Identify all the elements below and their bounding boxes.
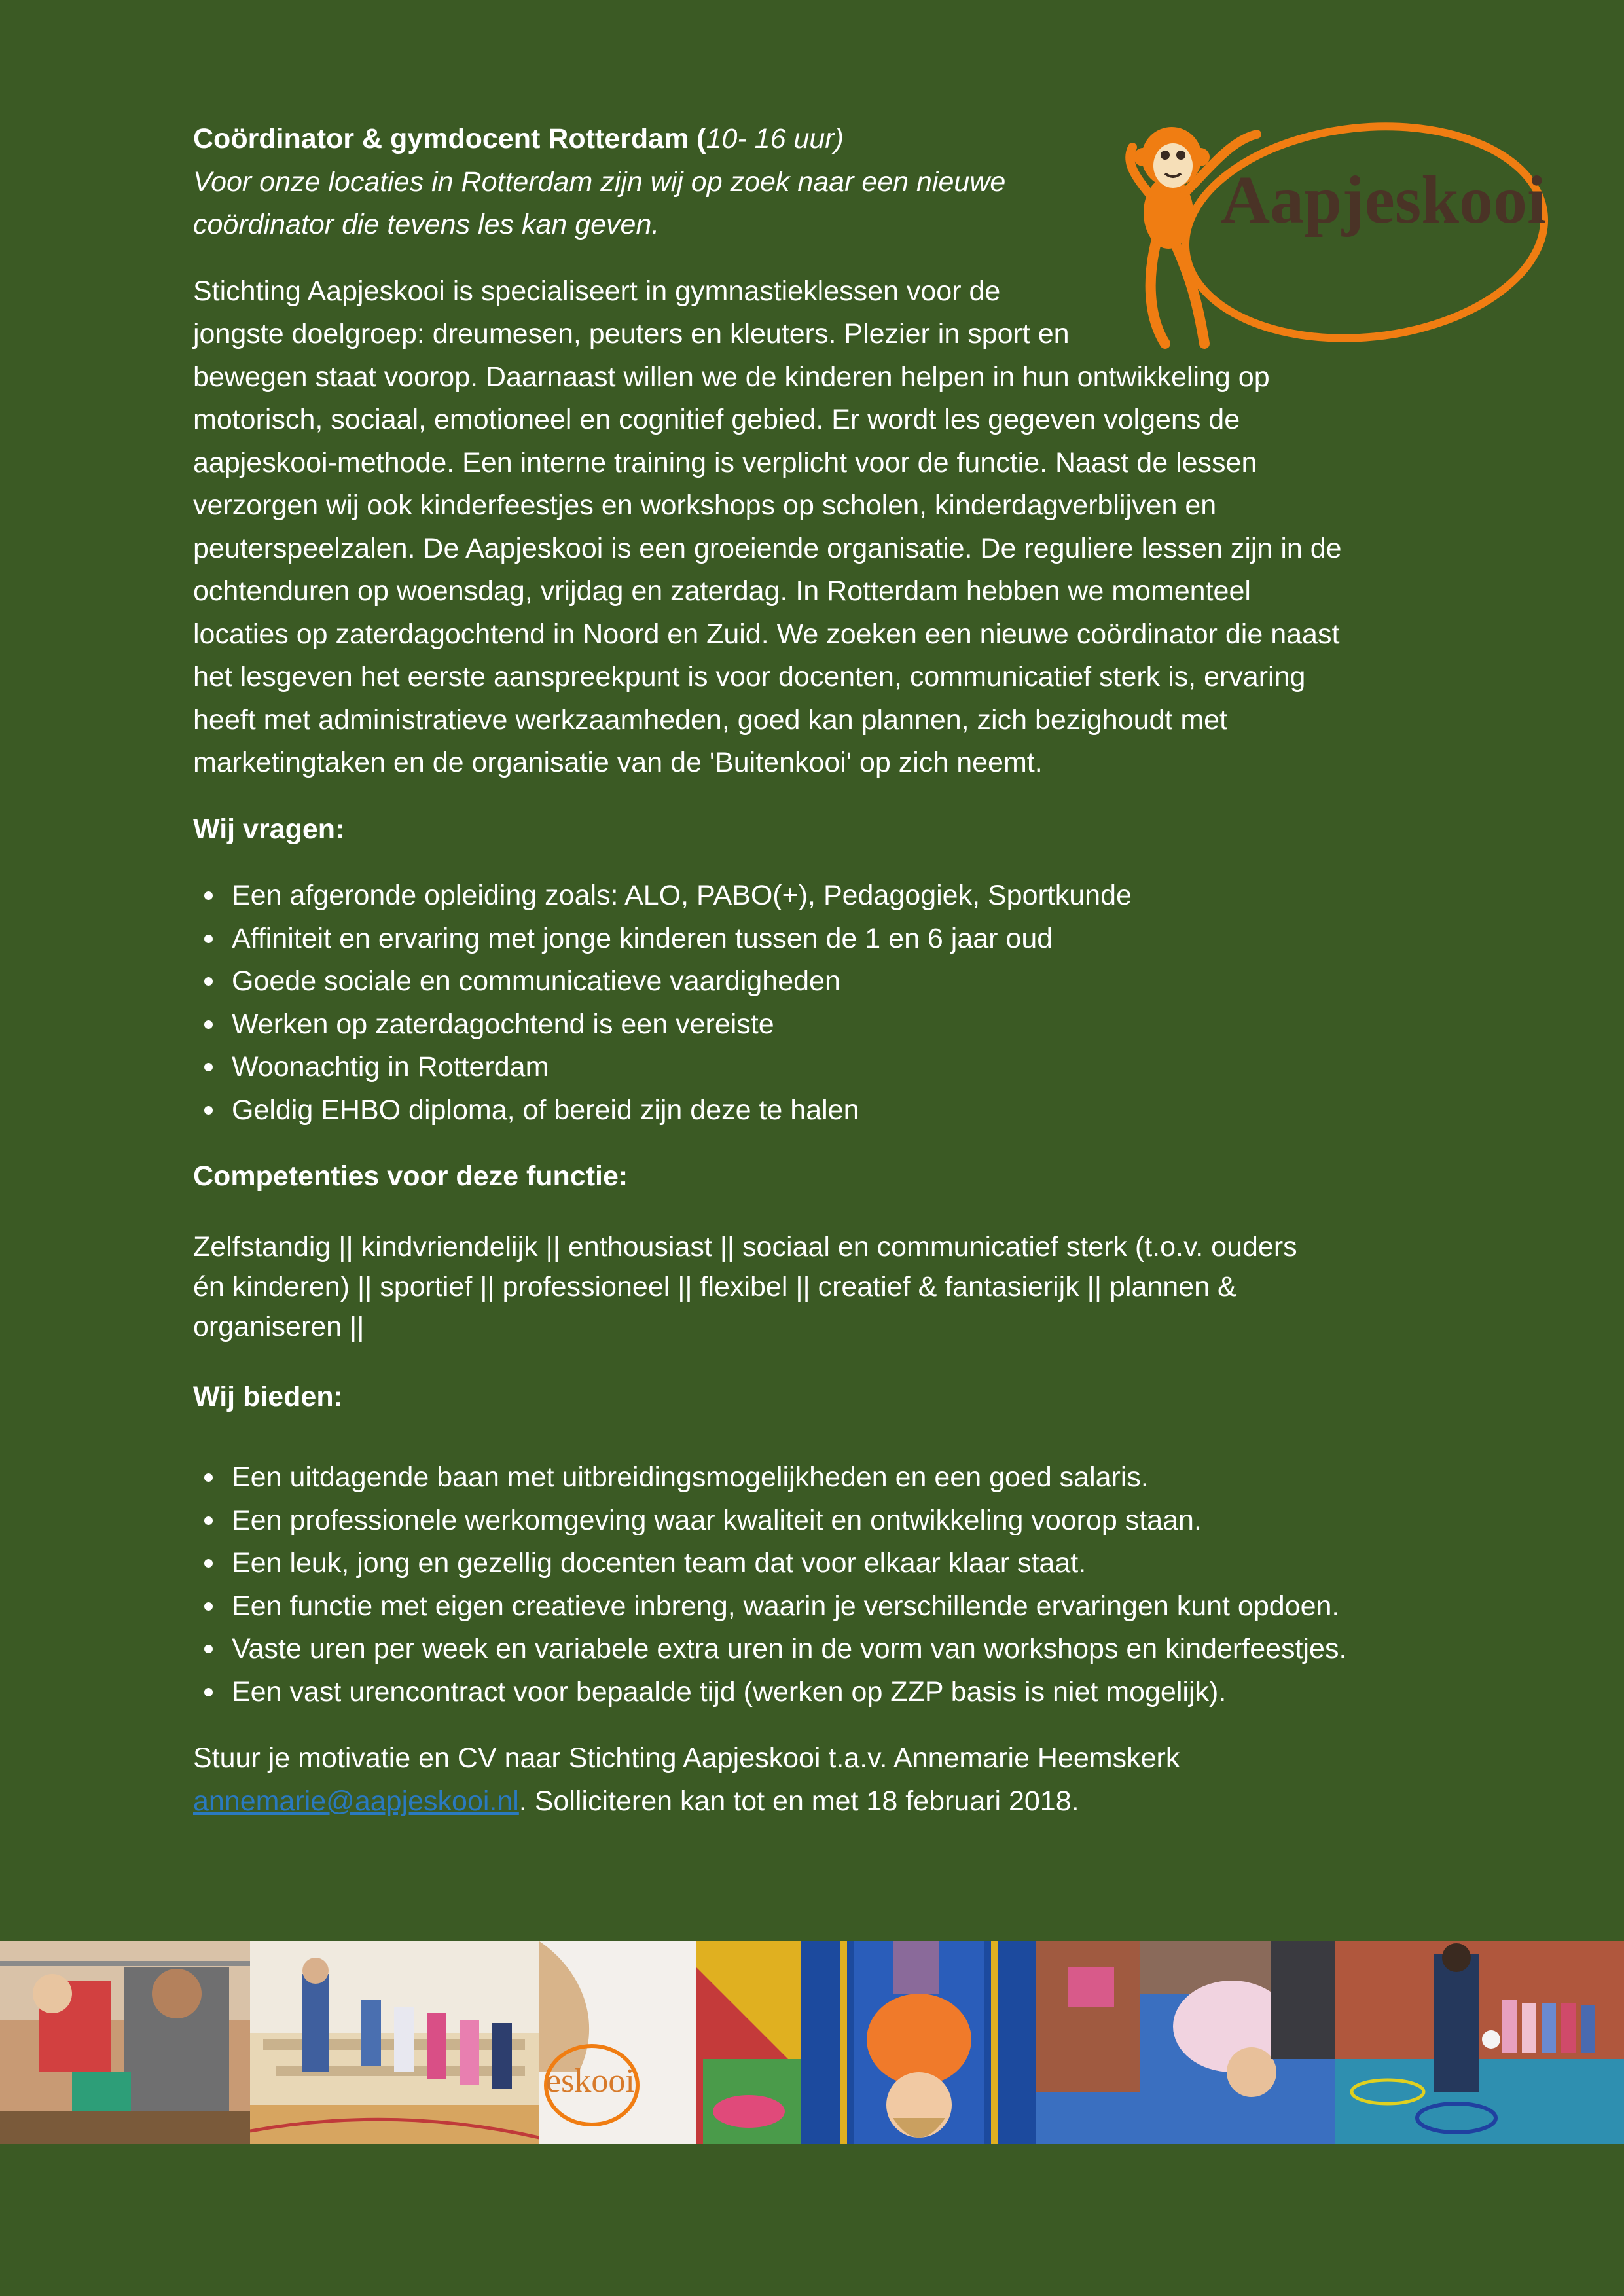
offer-list [193, 1456, 1437, 1713]
list-item: Een uitdagende baan met uitbreidingsmogelijkheden en een goed salaris. [232, 1456, 1437, 1499]
logo-text: Aapjeskooi [1221, 162, 1546, 238]
list-item: Een vast urencontract voor bepaalde tijd (werken op ZZP basis is niet mogelijk). [232, 1671, 1437, 1714]
list-item: Woonachtig in Rotterdam [232, 1046, 1437, 1089]
list-item: Een afgeronde opleiding zoals: ALO, PABO(+), Pedagogiek, Sportkunde [232, 874, 1437, 918]
wij-bieden-heading: Wij bieden: [193, 1380, 343, 1412]
intro-line: marketingtaken en de organisatie van de 'Buitenkooi' op zich neemt. [193, 747, 1043, 778]
intro-paragraph [193, 270, 1437, 785]
competenties-heading: Competenties voor deze functie: [193, 1160, 628, 1192]
intro-line: motorisch, sociaal, emotioneel en cognitief gebied. Er wordt les gegeven volgens de [193, 404, 1240, 435]
list-item: Affiniteit en ervaring met jonge kinderen tussen de 1 en 6 jaar oud [232, 918, 1437, 961]
contact-line: Stuur je motivatie en CV naar Stichting Aapjeskooi t.a.v. Annemarie Heemskerk [193, 1742, 1180, 1774]
intro-line: aapjeskooi-methode. Een interne training is verplicht voor de functie. Naast de lessen [193, 446, 1257, 478]
photo-child-on-bar [0, 1941, 250, 2144]
list-item: Een leuk, jong en gezellig docenten team dat voor elkaar klaar staat. [232, 1542, 1437, 1585]
list-item: Goede sociale en communicatieve vaardigheden [232, 960, 1437, 1003]
photo-children-balance-beams [250, 1941, 539, 2144]
shirt-print-text: eskooi [546, 2062, 635, 2100]
working-hours: 10- 16 uur) [706, 123, 844, 154]
photo-child-crawling-wall [1036, 1941, 1335, 2144]
intro-line: locaties op zaterdagochtend in Noord en Zuid. We zoeken een nieuwe coördinator die naast [193, 618, 1340, 650]
page-title: Coördinator & gymdocent Rotterdam (10- 16 uur) [193, 123, 844, 154]
competencies-paragraph [193, 1227, 1437, 1347]
competencies-line: organiseren || [193, 1310, 365, 1342]
subtitle-line: Voor onze locaties in Rotterdam zijn wij op zoek naar een nieuwe [193, 166, 1006, 198]
photo-teacher-with-toddlers [1335, 1941, 1624, 2144]
intro-line: heeft met administratieve werkzaamheden, goed kan plannen, zich bezighoudt met [193, 704, 1227, 736]
intro-line: jongste doelgroep: dreumesen, peuters en kleuters. Plezier in sport en [193, 318, 1070, 350]
intro-line: ochtenduren op woensdag, vrijdag en zaterdag. In Rotterdam hebben we momenteel [193, 575, 1251, 607]
email-link[interactable]: annemarie@aapjeskooi.nl [193, 1785, 519, 1817]
list-item: Vaste uren per week en variabele extra uren in de vorm van workshops en kinderfeestjes. [232, 1628, 1437, 1671]
subtitle-line: coördinator die tevens les kan geven. [193, 209, 660, 240]
photo-strip [0, 1941, 1624, 2144]
intro-line: peuterspeelzalen. De Aapjeskooi is een groeiende organisatie. De reguliere lessen zijn in de [193, 532, 1342, 564]
requirements-list [193, 874, 1437, 1132]
list-item: Geldig EHBO diploma, of bereid zijn deze te halen [232, 1089, 1437, 1132]
intro-line: Stichting Aapjeskooi is specialiseert in gymnastieklessen voor de [193, 275, 1001, 307]
list-item: Werken op zaterdagochtend is een vereiste [232, 1003, 1437, 1047]
main-content [193, 118, 1437, 1823]
contact-email-line [193, 1780, 1437, 1823]
intro-line: verzorgen wij ook kinderfeestjes en workshops op scholen, kinderdagverblijven en [193, 490, 1217, 521]
intro-line: bewegen staat voorop. Daarnaast willen we de kinderen helpen in hun ontwikkeling op [193, 361, 1270, 393]
list-item: Een functie met eigen creatieve inbreng, waarin je verschillende ervaringen kunt opdoen. [232, 1585, 1437, 1628]
deadline-text: . Solliciteren kan tot en met 18 februari 2018. [518, 1785, 1079, 1817]
photo-teacher-aapjeskooi-shirt [539, 1941, 801, 2144]
intro-line: het lesgeven het eerste aanspreekpunt is voor docenten, communicatief sterk is, ervaring [193, 661, 1306, 692]
competencies-line: Zelfstandig || kindvriendelijk || enthousiast || sociaal en communicatief sterk (t.o.v. ouders [193, 1230, 1297, 1263]
wij-vragen-heading: Wij vragen: [193, 813, 345, 845]
list-item: Een professionele werkomgeving waar kwaliteit en ontwikkeling voorop staan. [232, 1499, 1437, 1543]
competencies-line: én kinderen) || sportief || professioneel || flexibel || creatief & fantasierijk || plannen & [193, 1270, 1236, 1302]
photo-child-upside-down [801, 1941, 1036, 2144]
